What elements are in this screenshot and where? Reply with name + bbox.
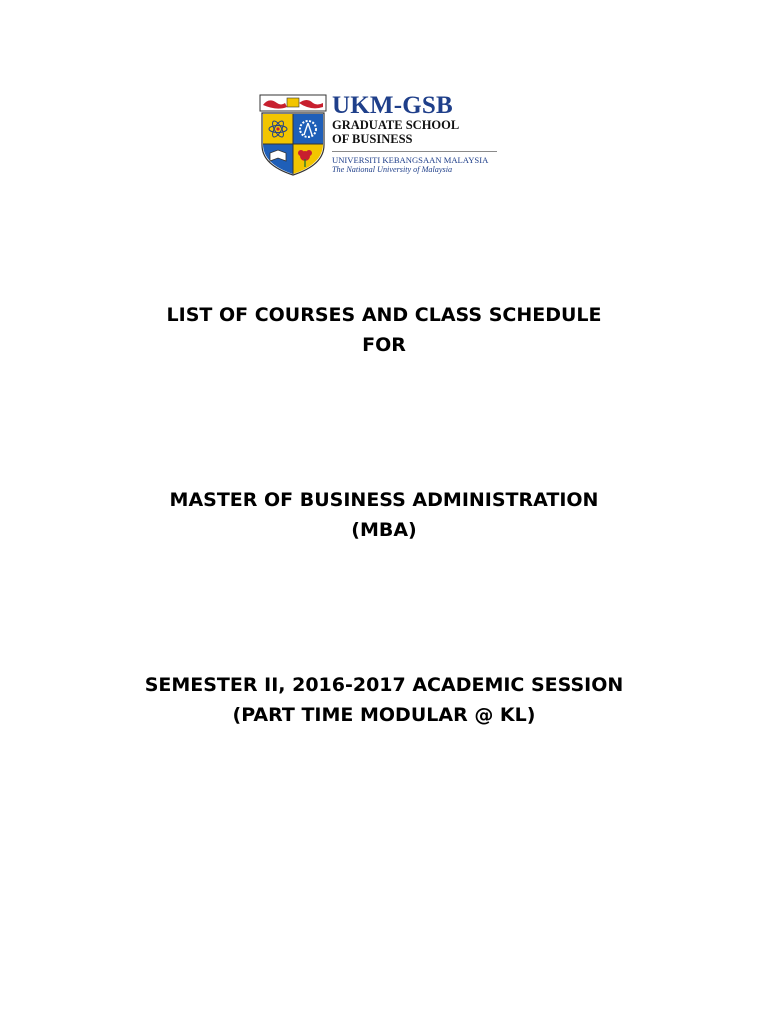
title-line-1: LIST OF COURSES AND CLASS SCHEDULE bbox=[166, 304, 602, 326]
title-line-2: FOR bbox=[362, 334, 406, 356]
logo-brand: UKM-GSB bbox=[332, 92, 453, 119]
logo-wordmark bbox=[332, 93, 497, 175]
logo-divider bbox=[332, 151, 497, 152]
session-line-2: (PART TIME MODULAR @ KL) bbox=[232, 704, 536, 726]
program-line-2: (MBA) bbox=[351, 519, 417, 541]
session-heading bbox=[0, 670, 768, 730]
university-crest-icon bbox=[259, 93, 327, 177]
session-line-1: SEMESTER II, 2016-2017 ACADEMIC SESSION bbox=[144, 674, 624, 696]
ukm-gsb-logo bbox=[259, 93, 497, 177]
document-title bbox=[0, 300, 768, 360]
program-heading bbox=[0, 485, 768, 545]
logo-tagline: The National University of Malaysia bbox=[332, 165, 453, 174]
program-line-1: MASTER OF BUSINESS ADMINISTRATION bbox=[169, 489, 599, 511]
logo-university-name: UNIVERSITI KEBANGSAAN MALAYSIA bbox=[332, 155, 489, 165]
logo-school-line-2: OF BUSINESS bbox=[332, 132, 413, 146]
logo-school-line-1: GRADUATE SCHOOL bbox=[332, 118, 460, 132]
